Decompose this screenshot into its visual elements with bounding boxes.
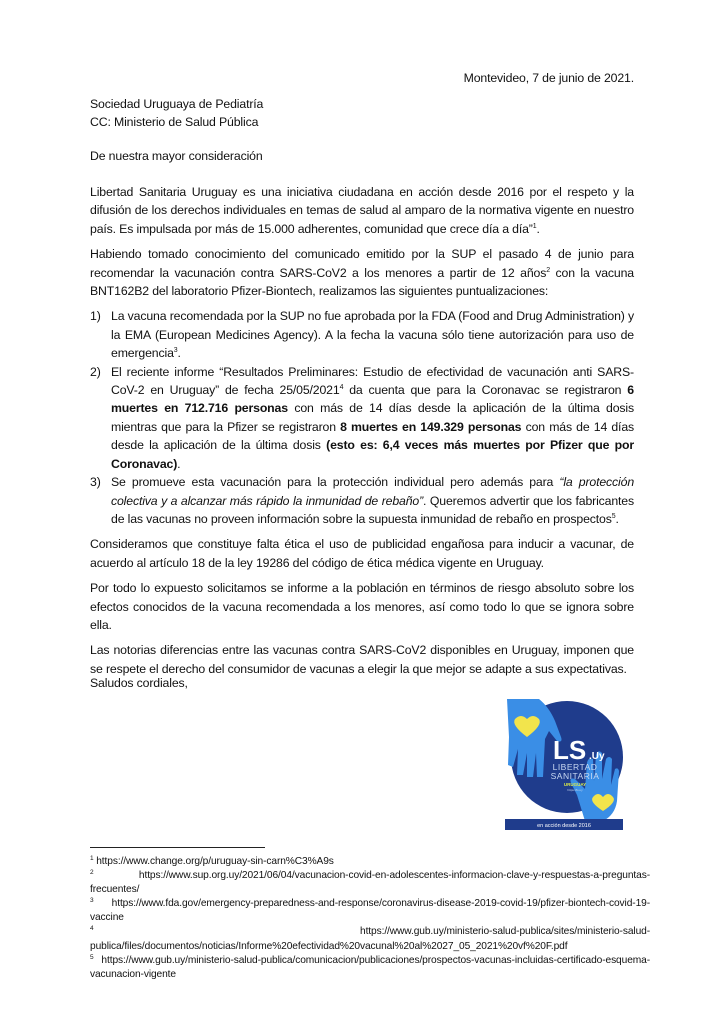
logo-graphic <box>505 697 623 830</box>
coronavac-deaths-highlight: 6 muertes en 712.716 personas <box>111 383 634 416</box>
footnote-link[interactable]: https://www.gub.uy/ministerio-salud-publica/comunicacion/publicaciones/prospectos-vacunas-incluidas-certificado-esquema-vacunacion-vigente <box>90 954 650 980</box>
logo-line2: SANITARIA <box>550 771 600 781</box>
libertad-sanitaria-logo <box>505 697 623 830</box>
points-list <box>90 307 634 528</box>
logo-mark: LS <box>553 735 587 765</box>
request-paragraph: Por todo lo expuesto solicitamos se informe a la población en términos de riesgo absoluto sobre los efectos conocidos de la vacuna recomendada a los menores, así como todo lo que se ignora sobre ella. <box>90 581 634 632</box>
logo-banner-text: en acción desde 2016 <box>537 823 591 829</box>
footnote-separator <box>90 847 265 848</box>
point-item-3 <box>90 473 634 528</box>
footnote-number: 4 <box>90 925 94 933</box>
point-text: con más de 14 días desde la aplicación de la última dosis <box>111 419 635 453</box>
footnote-5 <box>90 954 650 982</box>
letter-body <box>90 183 634 685</box>
intro-paragraph <box>90 183 634 238</box>
footnote-number: 1 <box>90 855 94 862</box>
context-paragraph <box>90 245 634 300</box>
context-text-b: con la vacuna BNT162B2 del laboratorio Pfizer-Biontech, realizamos las siguientes puntualizaciones: <box>90 265 634 299</box>
point-item-2 <box>90 363 634 473</box>
footnote-ref-3[interactable]: 3 <box>173 347 178 355</box>
footnote-1 <box>90 855 650 869</box>
quoted-claim: “la protección colectiva y a alcanzar más rápido la inmunidad de rebaño” <box>111 475 635 508</box>
addressee-cc: CC: Ministerio de Salud Pública <box>90 115 259 130</box>
context-text-a: Habiendo tomado conocimiento del comunicado emitido por la SUP el pasado 4 de junio para recomendar la vacunación contra SARS-CoV2 a los menores a partir de 12 años <box>90 247 634 280</box>
point-text: da cuenta que para la Coronavac se registraron <box>343 383 628 398</box>
choice-paragraph: Las notorias diferencias entre las vacunas contra SARS-CoV2 disponibles en Uruguay, imponen que se respete el derecho del consumidor de vacunas a elegir la que mejor se adapte a sus expectativas. <box>90 643 634 676</box>
point-text: Se promueve esta vacunación para la protección individual pero además para <box>111 475 560 490</box>
point-text-end: . <box>615 511 619 526</box>
point-number: 1) <box>90 309 101 324</box>
footnote-ref-1[interactable]: 1 <box>532 222 537 230</box>
point-text-end: . <box>177 346 181 361</box>
point-text: con más de 14 días desde la aplicación de la última dosis mientras que para la Pfizer se registraron <box>111 401 634 434</box>
point-number: 2) <box>90 364 101 379</box>
footnote-3 <box>90 897 650 925</box>
addressee-block <box>90 95 634 132</box>
footnote-number: 3 <box>90 897 94 905</box>
point-text: La vacuna recomendada por la SUP no fue aprobada por la FDA (Food and Drug Administration) y la EMA (European Medicines Agency). A la fecha la vacuna sólo tiene autorización para uso de emergencia <box>111 309 634 361</box>
logo-url: https://ls.uy <box>567 788 583 792</box>
logo-line1: LIBERTAD <box>552 762 598 772</box>
intro-end: . <box>536 221 540 236</box>
point-number: 3) <box>90 475 101 490</box>
footnote-ref-2[interactable]: 2 <box>546 266 550 274</box>
letter-date: Montevideo, 7 de junio de 2021. <box>463 71 634 85</box>
point-text: El reciente informe “Resultados Preliminares: Estudio de efectividad de vacunación anti SARS-CoV-2 en Uruguay” de fecha 25/05/2021 <box>111 364 634 398</box>
footnote-link[interactable]: https://www.gub.uy/ministerio-salud-publica/sites/ministerio-salud-publica/files/documentos/noticias/Informe%20efectividad%20vacunal%20al%2027_05_2021%20vf%20F.pdf <box>90 926 650 952</box>
logo-suffix: .Uy <box>589 751 605 762</box>
footnotes <box>90 855 650 982</box>
ratio-highlight: (esto es: 6,4 veces más muertes por Pfizer que por Coronavac) <box>111 438 634 471</box>
point-text-end: . <box>177 456 181 471</box>
footnote-ref-5[interactable]: 5 <box>611 512 616 520</box>
footnote-number: 5 <box>90 953 94 961</box>
logo-line3: URUGUAY <box>563 782 587 787</box>
addressee-recipient: Sociedad Uruguaya de Pediatría <box>90 97 264 111</box>
pfizer-deaths-highlight: 8 muertes en 149.329 personas <box>340 419 522 434</box>
ethics-paragraph: Consideramos que constituye falta ética el uso de publicidad engañosa para inducir a vacunar, de acuerdo al artículo 18 de la ley 19286 del código de ética médica vigente en Uruguay. <box>90 537 634 570</box>
footnote-2 <box>90 869 650 897</box>
footnote-link[interactable]: https://www.sup.org.uy/2021/06/04/vacunacion-covid-en-adolescentes-informacion-clave-y-respuestas-a-preguntas-frecuentes/ <box>90 870 650 896</box>
closing-line: Saludos cordiales, <box>90 676 188 690</box>
salutation: De nuestra mayor consideración <box>90 149 263 163</box>
intro-text: Libertad Sanitaria Uruguay es una iniciativa ciudadana en acción desde 2016 por el respeto y la difusión de los derechos individuales en temas de salud al amparo de la normativa vigente en nuestro país. Es impulsada por más de 15.000 adherentes, comunidad que crece día a día” <box>90 185 634 236</box>
point-text: . Queremos advertir que los fabricantes de las vacunas no proveen información sobre la supuesta inmunidad de rebaño en prospectos <box>111 493 634 526</box>
footnote-link[interactable]: https://www.change.org/p/uruguay-sin-carn%C3%A9s <box>93 856 334 867</box>
point-item-1 <box>90 307 634 362</box>
footnote-number: 2 <box>90 869 94 877</box>
footnote-ref-4[interactable]: 4 <box>339 384 344 392</box>
footnote-link[interactable]: https://www.fda.gov/emergency-preparedness-and-response/coronavirus-disease-2019-covid-19/pfizer-biontech-covid-19-vaccine <box>90 898 650 924</box>
footnote-4 <box>90 925 650 953</box>
